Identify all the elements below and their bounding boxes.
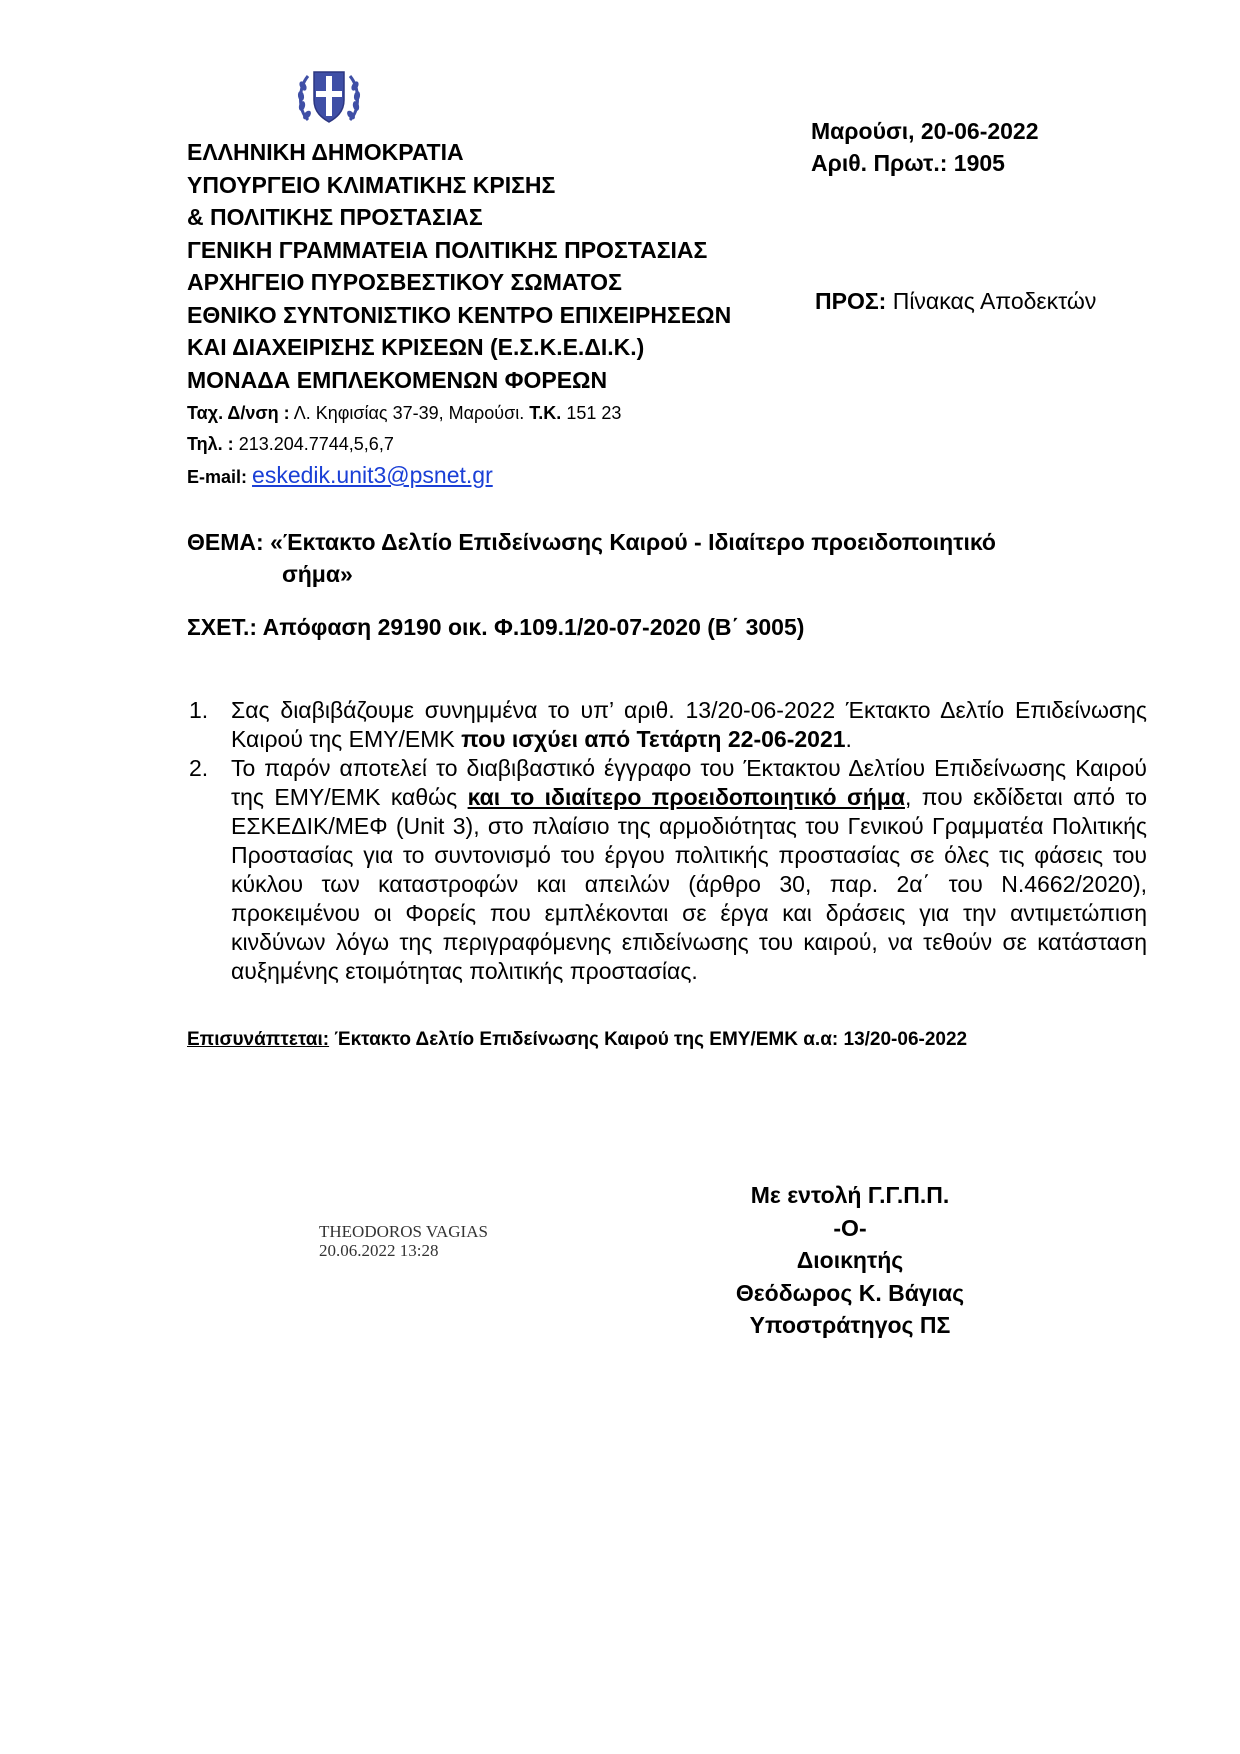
signature-line: Διοικητής xyxy=(796,1247,904,1273)
address-line xyxy=(187,398,621,429)
text-segment: Το παρόν αποτελεί το διαβιβαστικό έγγραφο του Έκτακτου Δελτίου Επιδείνωσης Καιρού της ΕΜΥ/ΕΜΚ καθώς xyxy=(231,755,1147,810)
list-text xyxy=(231,754,1147,986)
subject-title: «Έκτακτο Δελτίο Επιδείνωσης Καιρού - Ιδιαίτερο προειδοποιητικό xyxy=(270,529,996,555)
list-item xyxy=(187,754,1147,986)
signature-datetime: 20.06.2022 13:28 xyxy=(319,1241,439,1260)
subject-title-continuation: σήμα» xyxy=(282,561,353,587)
text-segment: . xyxy=(845,726,852,752)
list-item xyxy=(187,696,1147,754)
org-line: ΜΟΝΑΔΑ ΕΜΠΛΕΚΟΜΕΝΩΝ ΦΟΡΕΩΝ xyxy=(187,366,608,393)
email-label: E-mail: xyxy=(187,467,248,487)
signer-name: THEODOROS VAGIAS xyxy=(319,1222,488,1241)
recipients-value: Πίνακας Αποδεκτών xyxy=(892,288,1097,314)
issuing-authority xyxy=(187,136,731,396)
email-link[interactable]: eskedik.unit3@psnet.gr xyxy=(252,462,493,488)
org-line: ΥΠΟΥΡΓΕΙΟ ΚΛΙΜΑΤΙΚΗΣ ΚΡΙΣΗΣ xyxy=(187,171,556,198)
greek-coat-of-arms-icon xyxy=(294,62,364,132)
recipients xyxy=(815,288,1096,315)
subject xyxy=(187,526,1087,590)
phone-label: Τηλ. : xyxy=(187,434,234,454)
address-label: Ταχ. Δ/νση : xyxy=(187,403,290,423)
attachment-value: Έκτακτο Δελτίο Επιδείνωσης Καιρού της ΕΜΥ/ΕΜΚ α.α: 13/20-06-2022 xyxy=(334,1029,968,1050)
signature-line: Θεόδωρος Κ. Βάγιας xyxy=(735,1279,965,1306)
signature-line: Με εντολή Γ.Γ.Π.Π. xyxy=(750,1182,950,1208)
protocol-number: Αριθ. Πρωτ.: 1905 xyxy=(811,150,1005,176)
list-text xyxy=(231,696,1147,754)
address-value: Λ. Κηφισίας 37-39, Μαρούσι. xyxy=(293,403,525,423)
date-protocol xyxy=(811,115,1039,179)
attachment xyxy=(187,1029,967,1051)
org-line: ΑΡΧΗΓΕΙΟ ΠΥΡΟΣΒΕΣΤΙΚΟΥ ΣΩΜΑΤΟΣ xyxy=(187,269,622,295)
body-list xyxy=(187,696,1147,986)
signature-block xyxy=(690,1179,1010,1342)
phone-line xyxy=(187,429,621,460)
date-line: Μαρούσι, 20-06-2022 xyxy=(811,118,1039,144)
org-line: ΕΘΝΙΚΟ ΣΥΝΤΟΝΙΣΤΙΚΟ ΚΕΝΤΡΟ ΕΠΙΧΕΙΡΗΣΕΩΝ xyxy=(187,301,732,328)
bold-segment: που ισχύει από Τετάρτη 22-06-2021 xyxy=(461,726,846,752)
postcode-value: 151 23 xyxy=(566,403,622,423)
bold-underline-segment: και το ιδιαίτερο προειδοποιητικό σήμα xyxy=(467,784,905,810)
signature-line: -Ο- xyxy=(833,1214,867,1241)
signature-line: Υποστράτηγος ΠΣ xyxy=(749,1312,951,1338)
org-line: ΚΑΙ ΔΙΑΧΕΙΡΙΣΗΣ ΚΡΙΣΕΩΝ (Ε.Σ.Κ.Ε.ΔΙ.Κ.) xyxy=(187,334,645,360)
org-line: ΓΕΝΙΚΗ ΓΡΑΜΜΑΤΕΙΑ ΠΟΛΙΤΙΚΗΣ ΠΡΟΣΤΑΣΙΑΣ xyxy=(187,236,708,263)
phone-value: 213.204.7744,5,6,7 xyxy=(238,434,394,454)
email-line xyxy=(187,460,621,493)
list-number: 1. xyxy=(189,697,209,723)
org-line: & ΠΟΛΙΤΙΚΗΣ ΠΡΟΣΤΑΣΙΑΣ xyxy=(187,204,483,230)
list-number: 2. xyxy=(189,755,209,781)
postcode-label: Τ.Κ. xyxy=(529,403,562,423)
contact-details xyxy=(187,398,621,493)
subject-label: ΘΕΜΑ: xyxy=(187,529,264,555)
org-line: ΕΛΛΗΝΙΚΗ ΔΗΜΟΚΡΑΤΙΑ xyxy=(187,139,464,165)
recipients-label: ΠΡΟΣ: xyxy=(815,288,887,314)
digital-signature xyxy=(319,1222,488,1260)
text-segment: , που εκδίδεται από το ΕΣΚΕΔΙΚ/ΜΕΦ (Unit 3), στο πλαίσιο της αρμοδιότητας του Γενικού Γραμματέα Πολιτικής Προστασίας για το συντονισμό του έργου πολιτικής προστασίας σε όλες τις φάσεις του κύκλου των καταστροφών και απειλών (άρθρο 30, παρ. 2α΄ του Ν.4662/2020), προκειμένου οι Φορείς που εμπλέκονται σε έργα και δράσεις για την αντιμετώπιση κινδύνων λόγω της περιγραφόμενης επιδείνωσης του καιρού, να τεθούν σε κατάσταση αυξημένης ετοιμότητας πολιτικής προστασίας. xyxy=(231,784,1147,984)
text-segment: Σας διαβιβάζουμε συνημμένα το υπ’ αριθ. 13/20-06-2022 Έκτακτο Δελτίο Επιδείνωσης Καιρού της ΕΜΥ/ΕΜΚ xyxy=(231,697,1147,752)
reference: ΣΧΕΤ.: Απόφαση 29190 οικ. Φ.109.1/20-07-2020 (Β΄ 3005) xyxy=(187,614,805,640)
attachment-label: Επισυνάπτεται: xyxy=(187,1029,330,1050)
